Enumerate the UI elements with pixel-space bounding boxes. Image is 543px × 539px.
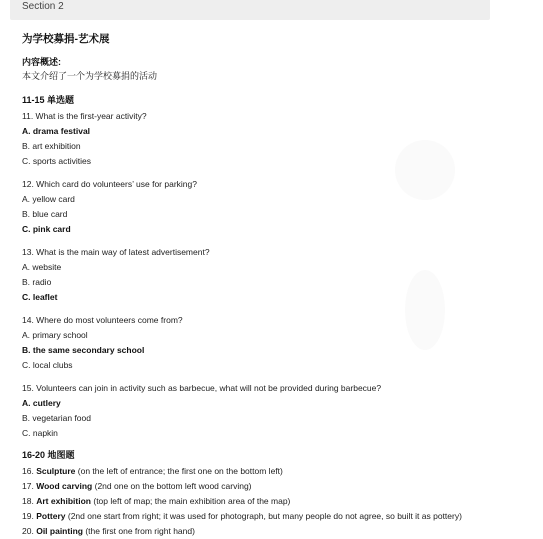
map-item-20 (22, 524, 527, 539)
map-item-17 (22, 479, 527, 494)
option-c: C. pink card (22, 224, 71, 234)
item-note: (top left of map; the main exhibition area of the map) (93, 496, 291, 506)
document-content (22, 30, 527, 539)
item-note: (2nd one on the bottom left wood carving) (94, 481, 252, 491)
option-a: A. website (22, 262, 62, 272)
option-c: C. napkin (22, 428, 58, 438)
option-b: B. blue card (22, 209, 68, 219)
question-11 (22, 109, 527, 169)
item-answer: Pottery (36, 511, 66, 521)
option-c: C. leaflet (22, 292, 58, 302)
map-item-19 (22, 509, 527, 524)
item-answer: Wood carving (36, 481, 93, 491)
item-note: (the first one from right hand) (85, 526, 195, 536)
document-title: 为学校募捐-艺术展 (22, 33, 110, 45)
item-number: 17. (22, 481, 34, 491)
option-b: B. radio (22, 277, 52, 287)
question-13 (22, 245, 527, 305)
option-b: B. vegetarian food (22, 413, 91, 423)
item-note: (2nd one start from right; it was used for photograph, but many people do not agree, so built it as pottery) (67, 511, 462, 521)
option-a: A. drama festival (22, 126, 91, 136)
question-stem: 12. Which card do volunteers’ use for parking? (22, 179, 197, 189)
mcq-heading: 11-15 单选题 (22, 95, 75, 105)
item-number: 18. (22, 496, 34, 506)
option-c: C. local clubs (22, 360, 73, 370)
summary-text: 本文介绍了一个为学校募捐的活动 (22, 71, 158, 81)
item-note: (on the left of entrance; the first one on the bottom left) (77, 466, 283, 476)
map-item-16 (22, 464, 527, 479)
question-15 (22, 381, 527, 441)
option-c: C. sports activities (22, 156, 91, 166)
option-b: B. the same secondary school (22, 345, 145, 355)
mcq-question-list (22, 109, 527, 441)
section-header-bar (10, 0, 490, 20)
item-answer: Oil painting (36, 526, 83, 536)
item-number: 20. (22, 526, 34, 536)
question-14 (22, 313, 527, 373)
map-heading: 16-20 地图题 (22, 450, 75, 460)
item-answer: Art exhibition (36, 496, 91, 506)
item-answer: Sculpture (36, 466, 76, 476)
option-b: B. art exhibition (22, 141, 81, 151)
option-a: A. primary school (22, 330, 88, 340)
map-item-18 (22, 494, 527, 509)
question-stem: 13. What is the main way of latest advertisement? (22, 247, 210, 257)
item-number: 16. (22, 466, 34, 476)
option-a: A. yellow card (22, 194, 75, 204)
question-stem: 14. Where do most volunteers come from? (22, 315, 183, 325)
item-number: 19. (22, 511, 34, 521)
question-stem: 15. Volunteers can join in activity such as barbecue, what will not be provided during barbecue? (22, 383, 382, 393)
map-answer-list (22, 464, 527, 539)
section-label: Section 2 (22, 1, 64, 12)
summary-label: 内容概述: (22, 57, 61, 67)
question-12 (22, 177, 527, 237)
option-a: A. cutlery (22, 398, 61, 408)
question-stem: 11. What is the first-year activity? (22, 111, 147, 121)
